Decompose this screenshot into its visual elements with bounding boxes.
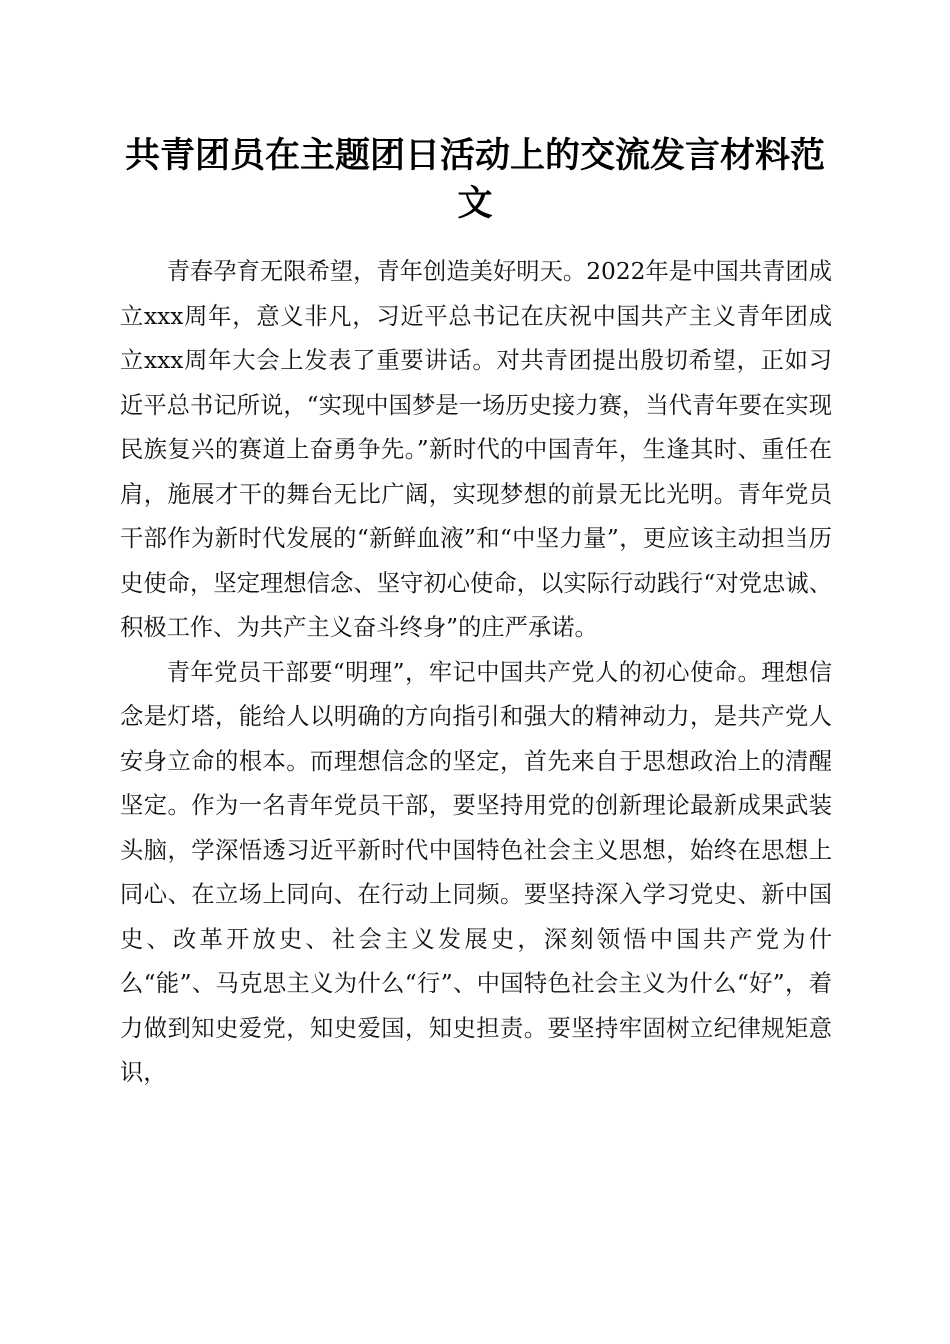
document-body [120,250,832,1096]
paragraph-2: 青年党员干部要“明理”，牢记中国共产党人的初心使命。理想信念是灯塔，能给人以明确的方向指引和强大的精神动力，是共产党人安身立命的根本。而理想信念的坚定，首先来自于思想政治上的清醒坚定。作为一名青年党员干部，要坚持用党的创新理论最新成果武装头脑，学深悟透习近平新时代中国特色社会主义思想，始终在思想上同心、在立场上同向、在行动上同频。要坚持深入学习党史、新中国史、改革开放史、社会主义发展史，深刻领悟中国共产党为什么“能”、马克思主义为什么“行”、中国特色社会主义为什么“好”，着力做到知史爱党，知史爱国，知史担责。要坚持牢固树立纪律规矩意识， [120,658,832,1086]
document-title: 共青团员在主题团日活动上的交流发言材料范文 [124,135,825,224]
paragraph-1: 青春孕育无限希望，青年创造美好明天。2022年是中国共青团成立xxx周年，意义非凡，习近平总书记在庆祝中国共产主义青年团成立xxx周年大会上发表了重要讲话。对共青团提出殷切希望，正如习近平总书记所说，“实现中国梦是一场历史接力赛，当代青年要在实现民族复兴的赛道上奋勇争先。”新时代的中国青年，生逢其时、重任在肩，施展才干的舞台无比广阔，实现梦想的前景无比光明。青年党员干部作为新时代发展的“新鲜血液”和“中坚力量”，更应该主动担当历史使命，坚定理想信念、坚守初心使命，以实际行动践行“对党忠诚、积极工作、为共产主义奋斗终身”的庄严承诺。 [120,258,832,641]
